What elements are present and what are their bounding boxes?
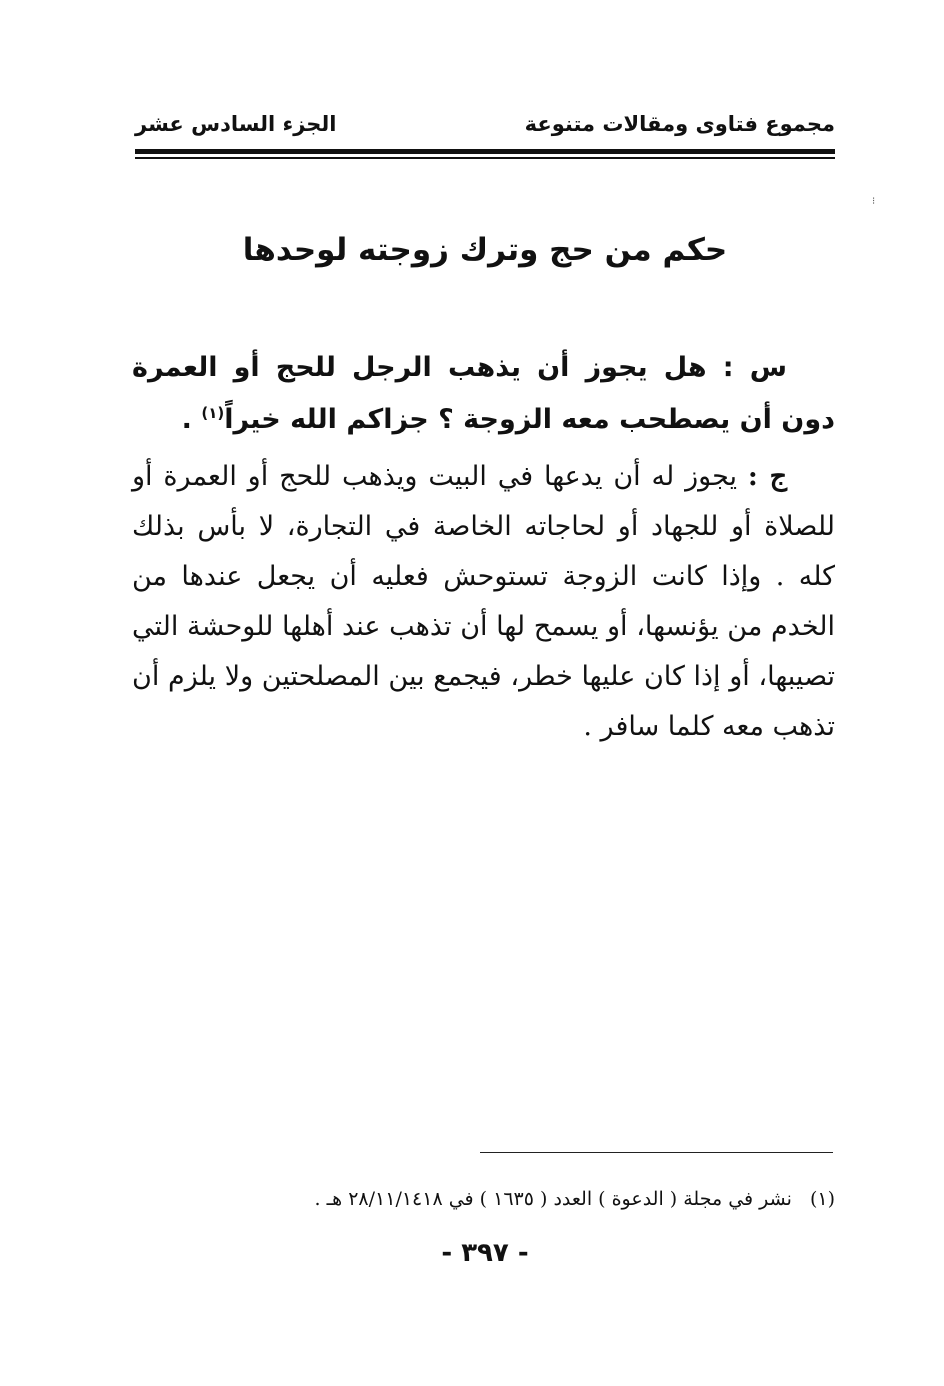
- footnote: [160, 1188, 835, 1210]
- header-volume: الجزء السادس عشر: [135, 112, 337, 136]
- running-header: [135, 112, 835, 148]
- scan-speck: ⁝: [872, 196, 876, 207]
- fatwa-title: حكم من حج وترك زوجته لوحدها: [242, 232, 728, 268]
- footnote-separator: [480, 1152, 833, 1153]
- question-text: هل يجوز أن يذهب الرجل للحج أو العمرة دون أن يصطحب معه الزوجة ؟ جزاكم الله خيراً: [132, 352, 835, 435]
- footnote-number: (١): [809, 1188, 835, 1210]
- question-end: .: [181, 404, 192, 435]
- header-rule-thick: [135, 149, 835, 154]
- footnote-reference: (١): [201, 404, 225, 422]
- question-paragraph: [132, 342, 835, 446]
- answer-text: يجوز له أن يدعها في البيت ويذهب للحج أو العمرة أو للصلاة أو للجهاد أو لحاجاته الخاصة في التجارة، لا بأس بذلك كله . وإذا كانت الزوجة تستوحش فعليه أن يجعل عندها من الخدم من يؤنسها، أو يسمح لها أن تذهب عند أهلها للوحشة التي تصيبها، أو إذا كان عليها خطر، فيجمع بين المصلحتين ولا يلزم أن تذهب معه كلما سافر .: [132, 461, 835, 742]
- page-number: - ٣٩٧ -: [441, 1238, 529, 1268]
- question-prefix: س :: [722, 352, 787, 383]
- answer-prefix: ج :: [747, 461, 788, 492]
- footnote-text: نشر في مجلة ( الدعوة ) العدد ( ١٦٣٥ ) في ٢٨/١١/١٤١٨ هـ .: [314, 1188, 792, 1210]
- header-rule-thin: [135, 157, 835, 159]
- header-book-title: مجموع فتاوى ومقالات متنوعة: [524, 112, 835, 136]
- answer-paragraph: [132, 452, 835, 752]
